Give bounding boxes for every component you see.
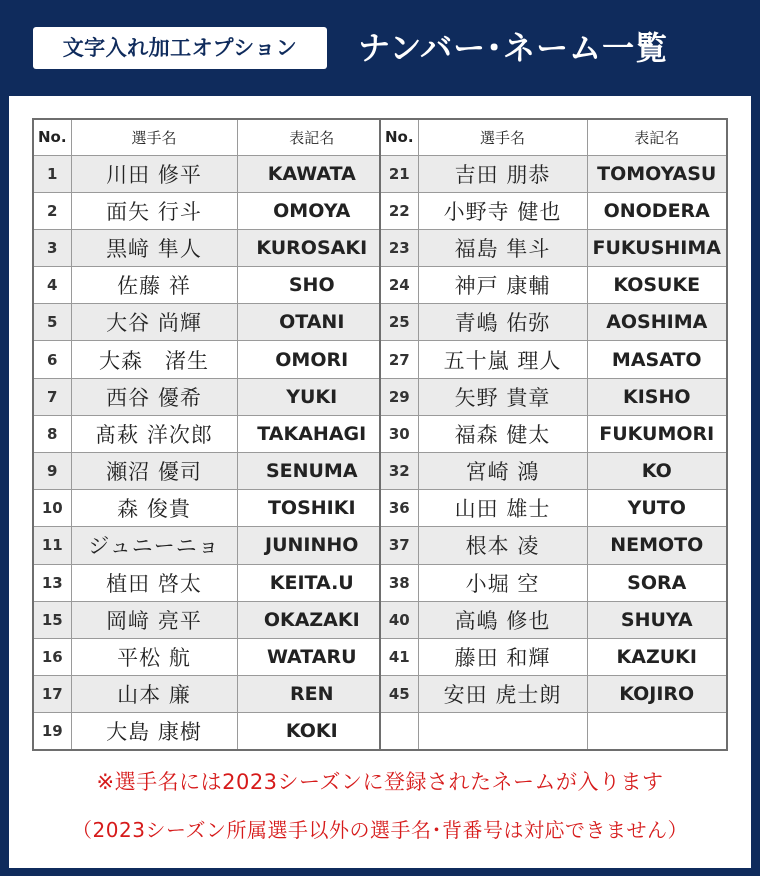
table-row [33, 713, 387, 750]
table-row [33, 638, 387, 675]
player-number [380, 713, 418, 750]
player-name: 森 俊貴 [71, 490, 237, 527]
player-number: 7 [33, 378, 71, 415]
display-name [587, 713, 727, 750]
table-row [380, 304, 727, 341]
player-name: 西谷 優希 [71, 378, 237, 415]
player-number: 36 [380, 490, 418, 527]
display-name: KEITA.U [237, 564, 387, 601]
display-name: SENUMA [237, 453, 387, 490]
display-name: KAWATA [237, 155, 387, 192]
column-header-player: 選手名 [71, 119, 237, 155]
player-name: 安田 虎士朗 [418, 676, 587, 713]
table-row [33, 564, 387, 601]
player-number: 19 [33, 713, 71, 750]
table-row [33, 601, 387, 638]
player-number: 24 [380, 267, 418, 304]
table-row [380, 564, 727, 601]
player-number: 15 [33, 601, 71, 638]
display-name: KISHO [587, 378, 727, 415]
table-row [380, 713, 727, 750]
player-number: 11 [33, 527, 71, 564]
display-name: TOMOYASU [587, 155, 727, 192]
player-name: 面矢 行斗 [71, 192, 237, 229]
player-number: 1 [33, 155, 71, 192]
note-registration: ※選手名には2023シーズンに登録されたネームが入ります [96, 770, 664, 794]
player-number: 13 [33, 564, 71, 601]
display-name: OKAZAKI [237, 601, 387, 638]
player-number: 2 [33, 192, 71, 229]
player-name: 吉田 朋恭 [418, 155, 587, 192]
table-row [33, 341, 387, 378]
player-name: 植田 啓太 [71, 564, 237, 601]
player-name: 矢野 貴章 [418, 378, 587, 415]
player-number: 21 [380, 155, 418, 192]
player-name: 大森 渚生 [71, 341, 237, 378]
player-number: 41 [380, 638, 418, 675]
display-name: MASATO [587, 341, 727, 378]
player-number: 25 [380, 304, 418, 341]
header [0, 0, 760, 96]
content-panel [9, 96, 751, 868]
column-header-no: No. [33, 119, 71, 155]
player-name: 青嶋 佑弥 [418, 304, 587, 341]
display-name: REN [237, 676, 387, 713]
player-number: 40 [380, 601, 418, 638]
player-name: 福島 隼斗 [418, 229, 587, 266]
roster-body-left [33, 155, 387, 750]
display-name: FUKUMORI [587, 415, 727, 452]
table-row [380, 378, 727, 415]
player-name: 大島 康樹 [71, 713, 237, 750]
player-name: 神戸 康輔 [418, 267, 587, 304]
player-name: 髙萩 洋次郎 [71, 415, 237, 452]
table-row [33, 192, 387, 229]
player-number: 38 [380, 564, 418, 601]
column-header-no: No. [380, 119, 418, 155]
column-header-display: 表記名 [237, 119, 387, 155]
table-row [380, 341, 727, 378]
option-badge: 文字入れ加工オプション [33, 27, 327, 69]
player-number: 29 [380, 378, 418, 415]
page-title: ナンバー･ネーム一覧 [358, 29, 669, 67]
player-number: 30 [380, 415, 418, 452]
display-name: ONODERA [587, 192, 727, 229]
table-row [33, 527, 387, 564]
player-name: 平松 航 [71, 638, 237, 675]
display-name: TOSHIKI [237, 490, 387, 527]
table-row [380, 453, 727, 490]
display-name: KO [587, 453, 727, 490]
roster-tables [32, 118, 738, 750]
roster-table-right [379, 118, 728, 751]
display-name: KOSUKE [587, 267, 727, 304]
table-row [380, 229, 727, 266]
player-number: 17 [33, 676, 71, 713]
player-name: 藤田 和輝 [418, 638, 587, 675]
player-name: 山田 雄士 [418, 490, 587, 527]
player-number: 4 [33, 267, 71, 304]
player-name: 大谷 尚輝 [71, 304, 237, 341]
table-row [380, 415, 727, 452]
display-name: OTANI [237, 304, 387, 341]
table-row [380, 155, 727, 192]
player-name: 小野寺 健也 [418, 192, 587, 229]
player-name: 岡﨑 亮平 [71, 601, 237, 638]
table-row [33, 378, 387, 415]
player-number: 23 [380, 229, 418, 266]
table-row [33, 304, 387, 341]
table-row [33, 267, 387, 304]
player-number: 10 [33, 490, 71, 527]
player-name: 宮崎 鴻 [418, 453, 587, 490]
table-row [33, 453, 387, 490]
display-name: WATARU [237, 638, 387, 675]
display-name: KOKI [237, 713, 387, 750]
display-name: YUTO [587, 490, 727, 527]
player-number: 6 [33, 341, 71, 378]
player-number: 8 [33, 415, 71, 452]
player-number: 22 [380, 192, 418, 229]
player-name: 五十嵐 理人 [418, 341, 587, 378]
player-number: 9 [33, 453, 71, 490]
display-name: KOJIRO [587, 676, 727, 713]
display-name: NEMOTO [587, 527, 727, 564]
player-number: 32 [380, 453, 418, 490]
display-name: JUNINHO [237, 527, 387, 564]
player-name: 瀬沼 優司 [71, 453, 237, 490]
player-name: 山本 廉 [71, 676, 237, 713]
player-number: 5 [33, 304, 71, 341]
player-name: 福森 健太 [418, 415, 587, 452]
player-name: 黒﨑 隼人 [71, 229, 237, 266]
player-name: 根本 凌 [418, 527, 587, 564]
table-row [380, 527, 727, 564]
display-name: OMOYA [237, 192, 387, 229]
player-number: 37 [380, 527, 418, 564]
player-name [418, 713, 587, 750]
display-name: FUKUSHIMA [587, 229, 727, 266]
player-name: 川田 修平 [71, 155, 237, 192]
display-name: SHO [237, 267, 387, 304]
note-restriction: （2023シーズン所属選手以外の選手名･背番号は対応できません） [72, 818, 688, 842]
player-number: 3 [33, 229, 71, 266]
table-row [380, 638, 727, 675]
display-name: YUKI [237, 378, 387, 415]
table-row [380, 676, 727, 713]
player-name: 小堀 空 [418, 564, 587, 601]
table-row [33, 490, 387, 527]
player-number: 16 [33, 638, 71, 675]
roster-table-left [32, 118, 388, 751]
display-name: OMORI [237, 341, 387, 378]
display-name: KUROSAKI [237, 229, 387, 266]
table-row [33, 229, 387, 266]
table-row [380, 192, 727, 229]
player-number: 27 [380, 341, 418, 378]
player-name: ジュニーニョ [71, 527, 237, 564]
column-header-display: 表記名 [587, 119, 727, 155]
player-number: 45 [380, 676, 418, 713]
table-row [33, 415, 387, 452]
player-name: 佐藤 祥 [71, 267, 237, 304]
display-name: SHUYA [587, 601, 727, 638]
column-header-player: 選手名 [418, 119, 587, 155]
table-row [33, 155, 387, 192]
table-row [380, 490, 727, 527]
display-name: TAKAHAGI [237, 415, 387, 452]
display-name: KAZUKI [587, 638, 727, 675]
display-name: AOSHIMA [587, 304, 727, 341]
roster-body-right [380, 155, 727, 750]
display-name: SORA [587, 564, 727, 601]
player-name: 高嶋 修也 [418, 601, 587, 638]
table-row [380, 601, 727, 638]
table-row [380, 267, 727, 304]
table-row [33, 676, 387, 713]
